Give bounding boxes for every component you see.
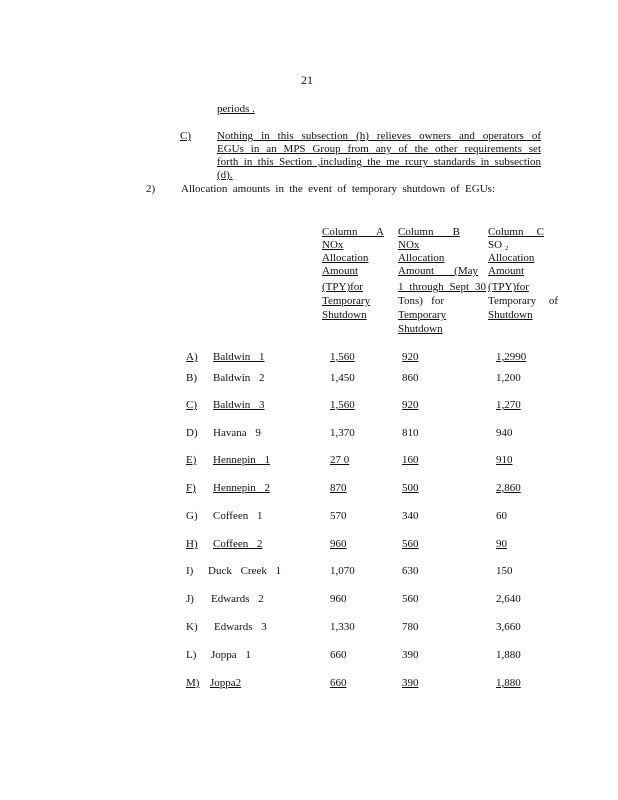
row-value-a: 1,560 xyxy=(330,351,355,363)
row-unit-name: Duck Creek 1 xyxy=(208,565,282,577)
row-value-c: 1,200 xyxy=(496,372,521,384)
row-value-c: 1,2990 xyxy=(496,351,527,363)
column-a-line: NOx xyxy=(322,239,344,251)
row-value-c: 60 xyxy=(496,510,507,522)
column-a-line: Amount xyxy=(322,265,359,277)
row-value-c: 150 xyxy=(496,565,513,577)
item-c-line-4: (d). xyxy=(217,169,233,181)
row-value-c: 2,640 xyxy=(496,593,521,605)
row-unit-name: Havana 9 xyxy=(213,427,261,439)
column-b-line: Shutdown xyxy=(398,323,443,335)
row-value-c: 3,660 xyxy=(496,621,521,633)
row-unit-name: Baldwin 2 xyxy=(213,372,265,384)
row-value-b: 920 xyxy=(402,399,419,411)
row-marker: L) xyxy=(186,649,197,661)
column-b-line: NOx xyxy=(398,239,420,251)
item-2-text: Allocation amounts in the event of temporary shutdown of EGUs: xyxy=(181,183,495,195)
column-c-title: Column C xyxy=(488,226,544,238)
row-value-a: 570 xyxy=(330,510,347,522)
row-value-a: 960 xyxy=(330,593,347,605)
row-value-b: 390 xyxy=(402,649,419,661)
row-marker: J) xyxy=(186,593,194,605)
column-b-line: Amount (May xyxy=(398,265,478,277)
row-unit-name: Baldwin 1 xyxy=(213,351,265,363)
row-value-a: 1,450 xyxy=(330,372,355,384)
row-value-b: 160 xyxy=(402,454,419,466)
column-c-line: Temporary of xyxy=(488,295,558,307)
row-value-c: 940 xyxy=(496,427,513,439)
row-value-a: 27 0 xyxy=(330,454,350,466)
item-c-line-3: forth in this Section ,including the me rcury standards in subsection xyxy=(217,156,541,168)
row-value-c: 910 xyxy=(496,454,513,466)
column-a-line: Shutdown xyxy=(322,309,367,321)
row-unit-name: Hennepin 1 xyxy=(213,454,271,466)
row-value-a: 1,070 xyxy=(330,565,355,577)
column-b-line: 1 through Sept 30 xyxy=(398,281,486,293)
row-marker: B) xyxy=(186,372,197,384)
row-marker: G) xyxy=(186,510,198,522)
column-a-line: (TPY)for xyxy=(322,281,363,293)
row-value-c: 90 xyxy=(496,538,507,550)
row-marker: E) xyxy=(186,454,197,466)
item-c-line-2: EGUs in an MPS Group from any of the other requirements set xyxy=(217,143,541,155)
row-value-a: 960 xyxy=(330,538,347,550)
row-value-b: 560 xyxy=(402,538,419,550)
column-a-line: Allocation xyxy=(322,252,369,264)
row-unit-name: Coffeen 1 xyxy=(213,510,263,522)
column-a-title: Column A xyxy=(322,226,384,238)
item-2-marker: 2) xyxy=(146,183,156,195)
column-c-line: Amount xyxy=(488,265,525,277)
row-value-a: 1,560 xyxy=(330,399,355,411)
row-unit-name: Hennepin 2 xyxy=(213,482,271,494)
continuation-text: periods . xyxy=(217,103,255,115)
row-value-a: 870 xyxy=(330,482,347,494)
row-marker: K) xyxy=(186,621,198,633)
row-value-c: 1,880 xyxy=(496,649,521,661)
row-value-b: 500 xyxy=(402,482,419,494)
row-value-b: 630 xyxy=(402,565,419,577)
row-value-c: 1,880 xyxy=(496,677,521,689)
column-b-line: Temporary xyxy=(398,309,447,321)
row-marker: A) xyxy=(186,351,198,363)
row-value-b: 860 xyxy=(402,372,419,384)
row-value-b: 560 xyxy=(402,593,419,605)
column-c-line: Allocation xyxy=(488,252,535,264)
row-marker: I) xyxy=(186,565,194,577)
row-value-b: 390 xyxy=(402,677,419,689)
row-value-b: 920 xyxy=(402,351,419,363)
row-unit-name: Edwards 2 xyxy=(211,593,264,605)
item-c-line-1: Nothing in this subsection (h) relieves owners and operators of xyxy=(217,130,541,142)
row-marker: H) xyxy=(186,538,198,550)
row-value-a: 660 xyxy=(330,649,347,661)
row-value-a: 1,330 xyxy=(330,621,355,633)
row-marker: D) xyxy=(186,427,198,439)
row-value-b: 810 xyxy=(402,427,419,439)
row-unit-name: Edwards 3 xyxy=(214,621,267,633)
row-value-b: 340 xyxy=(402,510,419,522)
row-unit-name: Joppa2 xyxy=(210,677,242,689)
row-value-c: 1,270 xyxy=(496,399,521,411)
column-c-line: Shutdown xyxy=(488,309,533,321)
row-unit-name: Baldwin 3 xyxy=(213,399,265,411)
page-number: 21 xyxy=(301,73,313,87)
column-c-line: SO ₂ xyxy=(488,239,509,251)
row-marker: M) xyxy=(186,677,200,689)
column-b-title: Column B xyxy=(398,226,460,238)
row-value-a: 1,370 xyxy=(330,427,355,439)
column-b-line: Allocation xyxy=(398,252,445,264)
column-b-line: Tons) for xyxy=(398,295,444,307)
row-value-c: 2,860 xyxy=(496,482,521,494)
row-unit-name: Coffeen 2 xyxy=(213,538,263,550)
item-c-marker: C) xyxy=(180,130,191,142)
row-unit-name: Joppa 1 xyxy=(211,649,251,661)
row-marker: F) xyxy=(186,482,196,494)
column-c-line: (TPY)for xyxy=(488,281,529,293)
row-value-b: 780 xyxy=(402,621,419,633)
row-marker: C) xyxy=(186,399,197,411)
row-value-a: 660 xyxy=(330,677,347,689)
column-a-line: Temporary xyxy=(322,295,371,307)
